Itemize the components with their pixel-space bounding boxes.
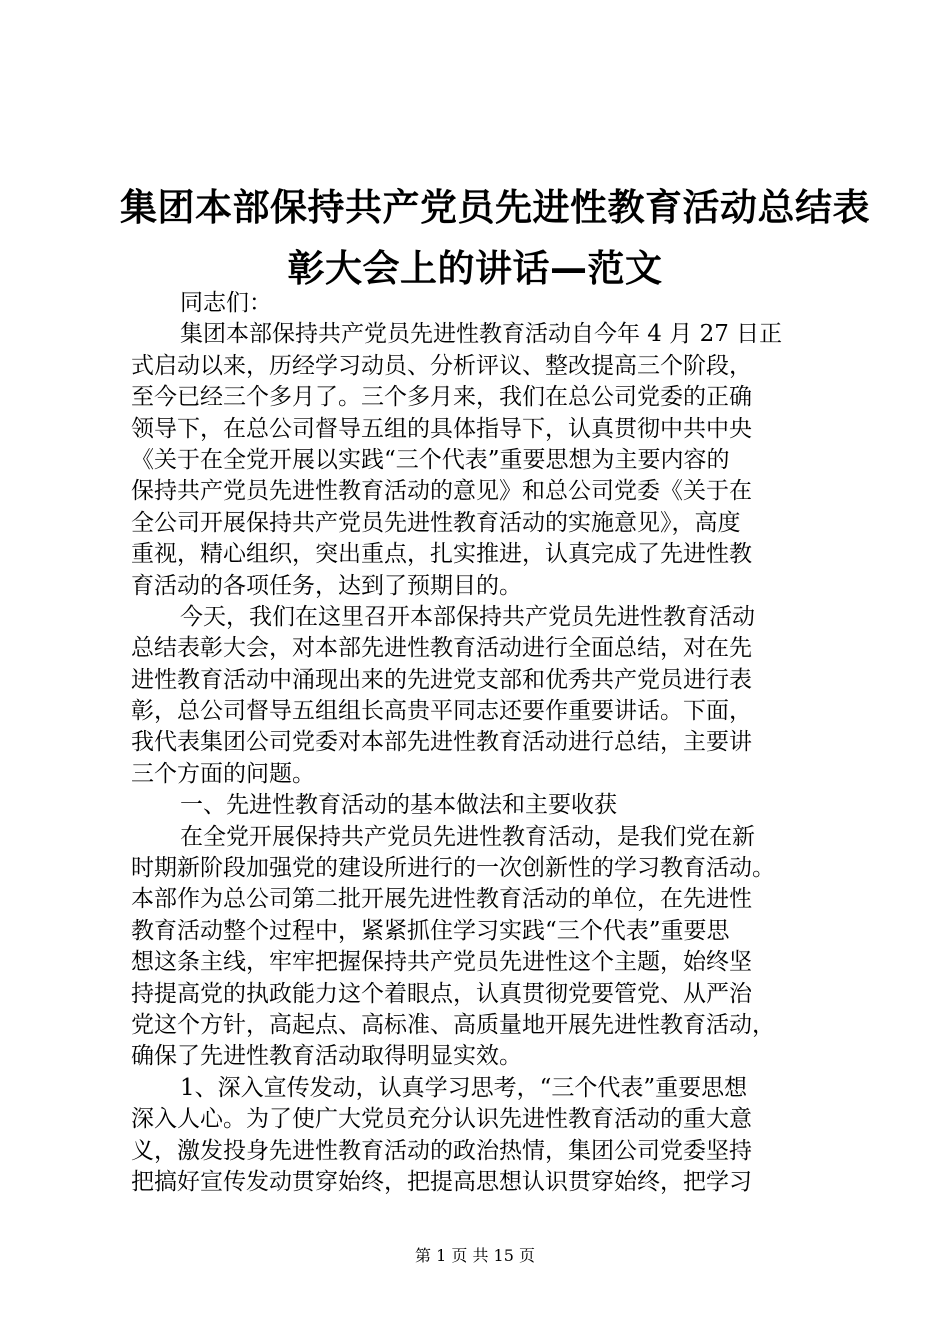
body-line: 想这条主线，牢牢把握保持共产党员先进性这个主题，始终坚 xyxy=(131,949,752,976)
body-line: 把搞好宣传发动贯穿始终，把提高思想认识贯穿始终，把学习 xyxy=(131,1168,752,1195)
body-line: 集团本部保持共产党员先进性教育活动自今年 4 月 27 日正 xyxy=(180,321,783,348)
body-line: 至今已经三个多月了。三个多月来，我们在总公司党委的正确 xyxy=(131,384,752,411)
body-line: 育活动的各项任务，达到了预期目的。 xyxy=(131,572,522,599)
body-line: 式启动以来，历经学习动员、分析评议、整改提高三个阶段， xyxy=(131,352,752,379)
body-line: 总结表彰大会，对本部先进性教育活动进行全面总结，对在先 xyxy=(131,635,752,662)
page-footer: 第 1 页 共 15 页 xyxy=(415,1246,535,1265)
body-line: 在全党开展保持共产党员先进性教育活动，是我们党在新 xyxy=(180,823,755,850)
body-line: 一、先进性教育活动的基本做法和主要收获 xyxy=(180,792,617,819)
body-line: 我代表集团公司党委对本部先进性教育活动进行总结，主要讲 xyxy=(131,729,752,756)
body-line: 本部作为总公司第二批开展先进性教育活动的单位，在先进性 xyxy=(131,886,752,913)
body-line: 党这个方针，高起点、高标准、高质量地开展先进性教育活动， xyxy=(131,1011,775,1038)
document-title-line-2: 彰大会上的讲话—范文 xyxy=(287,247,663,290)
body-line: 重视，精心组织，突出重点，扎实推进，认真完成了先进性教 xyxy=(131,541,752,568)
document-body xyxy=(131,288,831,1198)
body-line: 三个方面的问题。 xyxy=(131,760,315,787)
body-line: 《关于在全党开展以实践“三个代表”重要思想为主要内容的 xyxy=(131,446,730,473)
body-line: 今天，我们在这里召开本部保持共产党员先进性教育活动 xyxy=(180,603,755,630)
body-line: 义，激发投身先进性教育活动的政治热情，集团公司党委坚持 xyxy=(131,1137,752,1164)
body-line: 保持共产党员先进性教育活动的意见》和总公司党委《关于在 xyxy=(131,478,752,505)
body-line: 时期新阶段加强党的建设所进行的一次创新性的学习教育活动。 xyxy=(131,855,775,882)
document-title-line-1: 集团本部保持共产党员先进性教育活动总结表 xyxy=(120,186,870,229)
body-line: 同志们： xyxy=(180,290,272,316)
body-line: 领导下，在总公司督导五组的具体指导下，认真贯彻中共中央 xyxy=(131,415,752,442)
body-line: 深入人心。为了使广大党员充分认识先进性教育活动的重大意 xyxy=(131,1106,752,1133)
body-line: 进性教育活动中涌现出来的先进党支部和优秀共产党员进行表 xyxy=(131,666,752,693)
body-line: 彰，总公司督导五组组长高贵平同志还要作重要讲话。下面， xyxy=(131,698,752,725)
body-line: 全公司开展保持共产党员先进性教育活动的实施意见》，高度 xyxy=(131,509,741,536)
body-line: 持提高党的执政能力这个着眼点，认真贯彻党要管党、从严治 xyxy=(131,980,752,1007)
body-line: 1、深入宣传发动，认真学习思考，“三个代表”重要思想 xyxy=(180,1074,748,1101)
body-line: 教育活动整个过程中，紧紧抓住学习实践“三个代表”重要思 xyxy=(131,917,730,944)
body-line: 确保了先进性教育活动取得明显实效。 xyxy=(131,1043,522,1070)
